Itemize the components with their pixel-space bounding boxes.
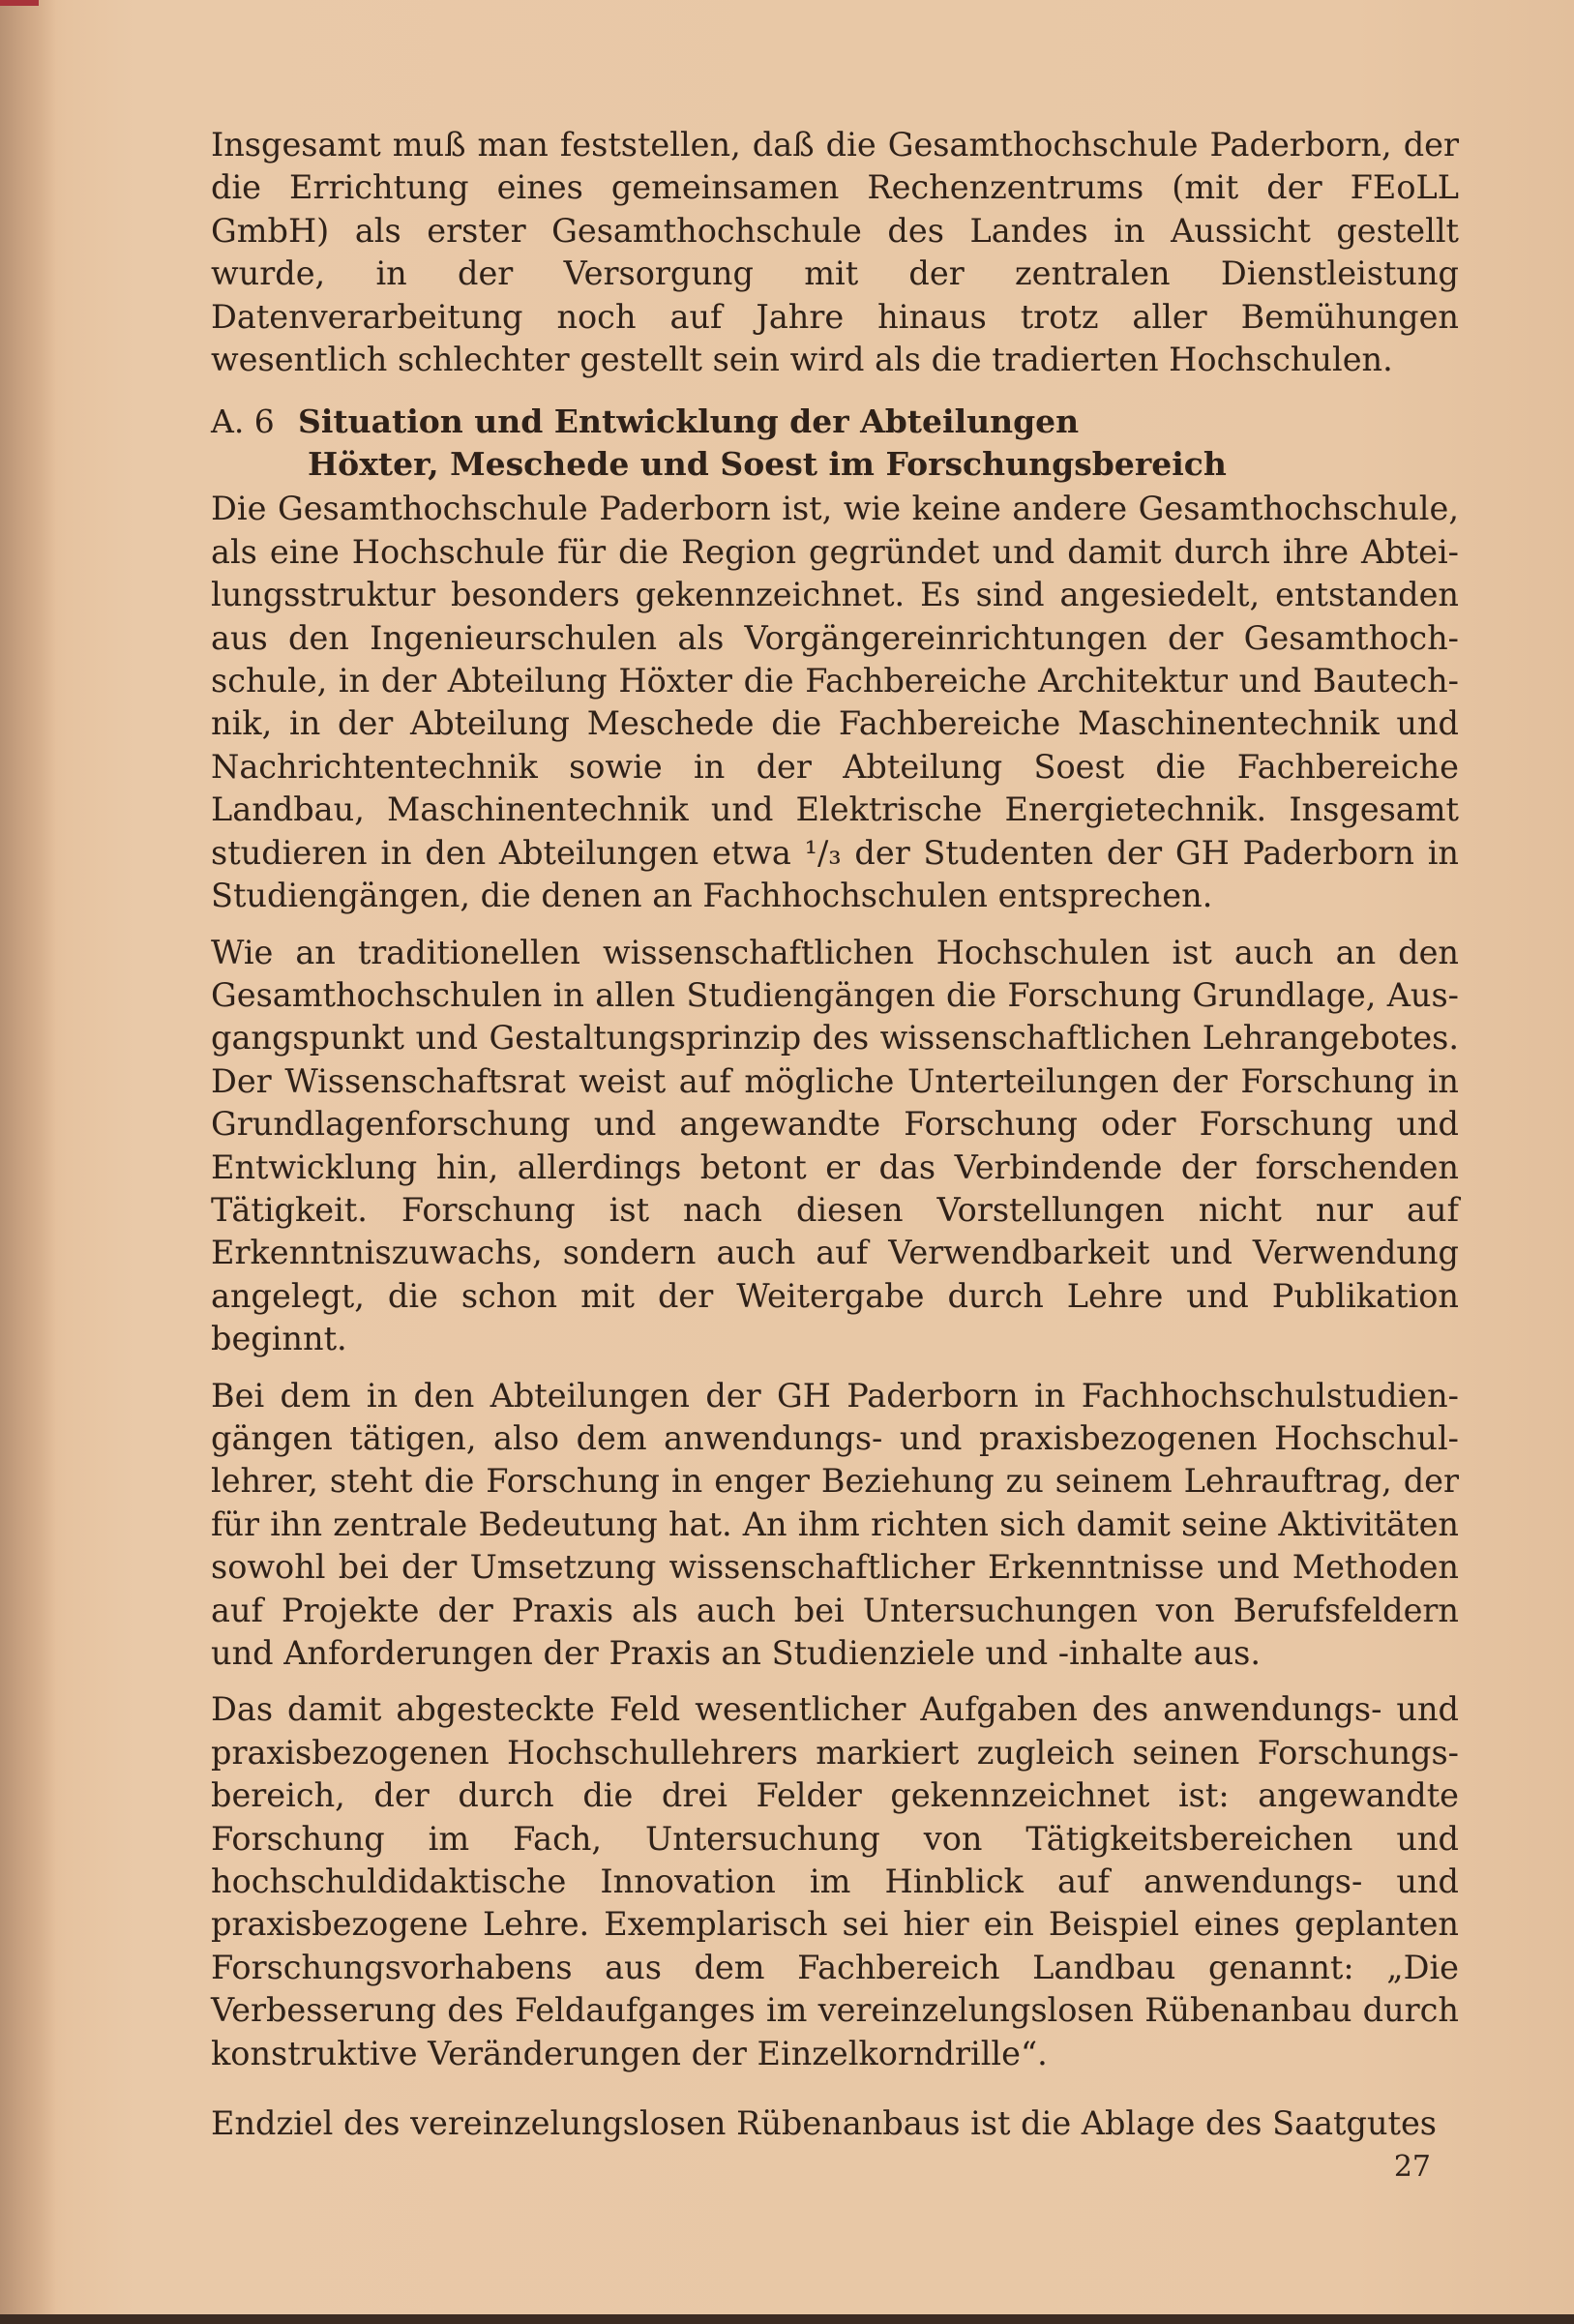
page-bottom-edge [0, 2314, 1574, 2324]
section-title-line-2: Höxter, Meschede und Soest im Forschungsbereich [308, 445, 1227, 484]
paragraph-hochschullehrer: Bei dem in den Abteilungen der GH Paderborn in Fachhochschulstudiengängen tätigen, also dem anwendungs- und praxisbezogenen Hochschullehrer, steht die Forschung in enger Beziehung zu seinem Lehrauftrag, der für ihn zentrale Bedeutung hat. An ihm richten sich damit seine Aktivitäten sowohl bei der Umsetzung wissenschaftlicher Erkenntnisse und Methoden auf Projekte der Praxis als auch bei Untersuchungen von Berufsfeldern und Anforderungen der Praxis an Studienziele und -inhalte aus. [211, 1376, 1459, 1672]
page-body [211, 124, 1459, 2145]
intro-paragraph: Insgesamt muß man feststellen, daß die Gesamthochschule Paderborn, der die Errichtung eines gemeinsamen Rechenzentrums (mit der FEoLL GmbH) als erster Gesamthochschule des Landes in Aussicht gestellt wurde, in der Versorgung mit der zentralen Dienstleistung Datenverarbeitung noch auf Jahre hinaus trotz aller Bemühungen wesentlich schlechter gestellt sein wird als die tradierten Hochschulen. [211, 126, 1459, 379]
page-corner-mark [0, 0, 39, 6]
binding-shadow [0, 0, 56, 2324]
section-title-line-1: Situation und Entwicklung der Abteilungen [298, 402, 1080, 441]
paragraph-endziel: Endziel des vereinzelungslosen Rübenanbaus ist die Ablage des Saatgutes [211, 2104, 1437, 2143]
page-number: 27 [1393, 2150, 1431, 2184]
section-heading [211, 401, 1459, 486]
paragraph-forschung: Wie an traditionellen wissenschaftlichen Hochschulen ist auch an den Gesamthochschulen in allen Studiengängen die Forschung Grundlage, Ausgangspunkt und Gestaltungsprinzip des wissenschaftlichen Lehrangebotes. Der Wissenschaftsrat weist auf mögliche Unterteilungen der Forschung in Grundlagenforschung und angewandte Forschung oder Forschung und Entwicklung hin, allerdings betont er das Verbindende der forschenden Tätigkeit. Forschung ist nach diesen Vorstellungen nicht nur auf Erkenntniszuwachs, sondern auch auf Verwendbarkeit und Verwendung angelegt, die schon mit der Weitergabe durch Lehre und Publikation beginnt. [211, 933, 1459, 1358]
paragraph-aufgaben: Das damit abgesteckte Feld wesentlicher Aufgaben des anwendungs- und praxisbezogenen Hochschullehrers markiert zugleich seinen Forschungsbereich, der durch die drei Felder gekennzeichnet ist: angewandte Forschung im Fach, Untersuchung von Tätigkeitsbereichen und hochschuldidaktische Innovation im Hinblick auf anwendungs- und praxisbezogene Lehre. Exemplarisch sei hier ein Beispiel eines geplanten Forschungsvorhabens aus dem Fachbereich Landbau genannt: „Die Verbesserung des Feldaufganges im vereinzelungslosen Rübenanbau durch konstruktive Veränderungen der Einzelkorndrille“. [211, 1690, 1459, 2072]
paragraph-abteilungen: Die Gesamthochschule Paderborn ist, wie keine andere Gesamthochschule, als eine Hochschule für die Region gegründet und damit durch ihre Abteilungsstruktur besonders gekennzeichnet. Es sind angesiedelt, entstanden aus den Ingenieurschulen als Vorgängereinrichtungen der Gesamthochschule, in der Abteilung Höxter die Fachbereiche Architektur und Bautechnik, in der Abteilung Meschede die Fachbereiche Maschinentechnik und Nachrichtentechnik sowie in der Abteilung Soest die Fachbereiche Landbau, Maschinentechnik und Elektrische Energietechnik. Insgesamt studieren in den Abteilungen etwa ¹/₃ der Studenten der GH Paderborn in Studiengängen, die denen an Fachhochschulen entsprechen. [211, 490, 1459, 915]
section-title [298, 401, 1459, 486]
section-number: A. 6 [211, 402, 275, 441]
